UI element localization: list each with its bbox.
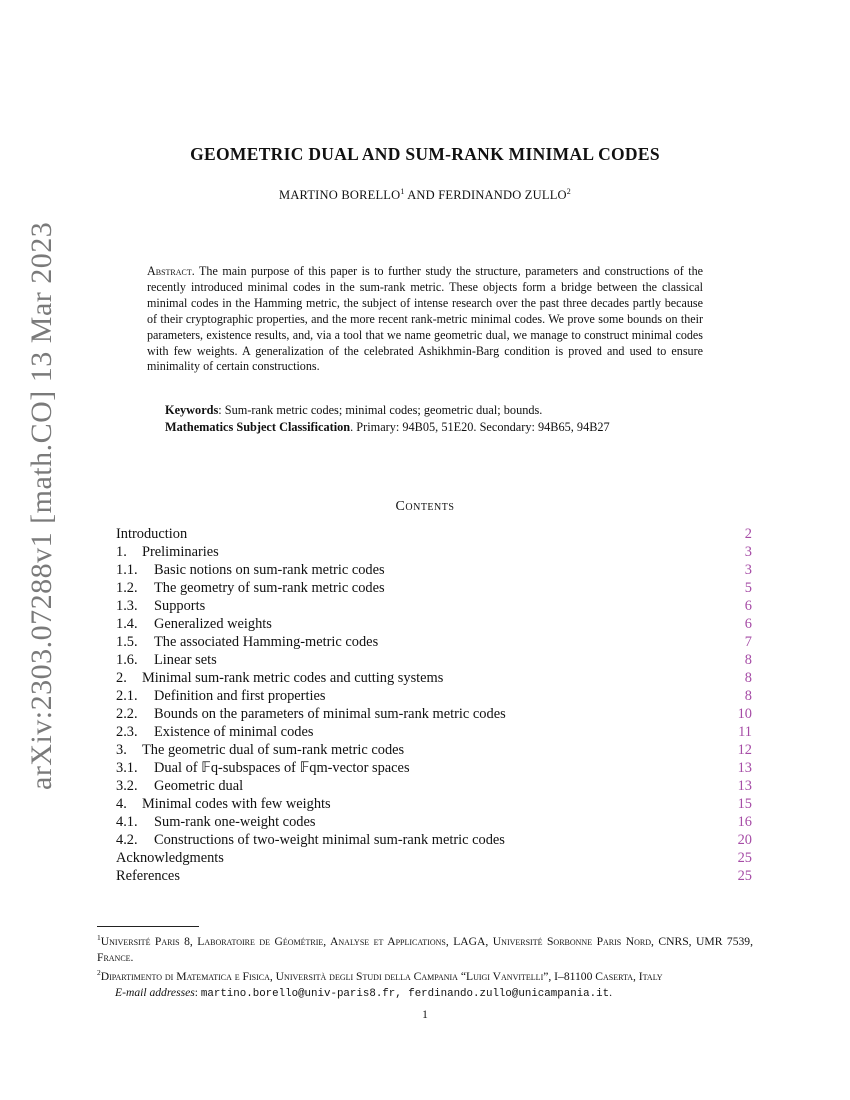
author-affiliation-mark: 2 <box>566 187 571 196</box>
toc-page-link[interactable]: 13 <box>737 778 752 794</box>
email-addresses: martino.borello@univ-paris8.fr, ferdinando.zullo@unicampania.it <box>200 988 610 1001</box>
toc-page-link[interactable]: 6 <box>744 598 752 614</box>
toc-entry[interactable] <box>116 867 752 885</box>
keywords-text: : Sum-rank metric codes; minimal codes; geometric dual; bounds. <box>218 403 543 417</box>
toc-page-link[interactable]: 25 <box>737 850 752 866</box>
toc-entry-title: The geometry of sum-rank metric codes <box>154 580 385 596</box>
author-zullo: FERDINANDO ZULLO <box>438 188 567 203</box>
author-line <box>0 187 850 203</box>
toc-entry-title: The associated Hamming-metric codes <box>154 634 379 650</box>
toc-entry-number: 1.4. <box>116 616 138 632</box>
toc-page-link[interactable]: 5 <box>744 580 752 596</box>
toc-page-link[interactable]: 3 <box>744 562 752 578</box>
toc-entry-number: 3. <box>116 742 127 758</box>
toc-entry[interactable] <box>116 831 752 849</box>
toc-entry[interactable] <box>116 813 752 831</box>
abstract <box>147 264 703 375</box>
arxiv-identifier: arXiv:2303.07288v1 [math.CO] 13 Mar 2023 <box>25 221 58 790</box>
email-line <box>97 985 753 1003</box>
toc-page-link[interactable]: 3 <box>744 544 752 560</box>
contents-heading: Contents <box>395 499 455 514</box>
toc-page-link[interactable]: 2 <box>744 526 752 542</box>
toc-entry[interactable] <box>116 615 752 633</box>
toc-entry-number: 2. <box>116 670 127 686</box>
toc-entry[interactable] <box>116 561 752 579</box>
toc-entry-title: Minimal codes with few weights <box>142 796 331 812</box>
page-number: 1 <box>422 1009 428 1021</box>
toc-entry[interactable] <box>116 543 752 561</box>
toc-entry-title: Minimal sum-rank metric codes and cutting systems <box>142 670 444 686</box>
toc-entry-title: Introduction <box>116 526 188 542</box>
toc-entry-number: 1.3. <box>116 598 138 614</box>
keywords-block <box>165 402 725 435</box>
footnote-2-text: Dipartimento di Matematica e Fisica, Università degli Studi della Campania “Luigi Vanvitelli”, I–81100 Caserta, Italy <box>100 970 663 984</box>
toc-entry-number: 4. <box>116 796 127 812</box>
toc-entry-title: Dual of 𝔽q-subspaces of 𝔽qm-vector spaces <box>154 760 410 776</box>
toc-entry-number: 1.5. <box>116 634 138 650</box>
toc-page-link[interactable]: 8 <box>744 688 752 704</box>
paper-title: GEOMETRIC DUAL AND SUM-RANK MINIMAL CODES <box>190 144 660 164</box>
msc-line <box>165 419 725 436</box>
abstract-text: The main purpose of this paper is to further study the structure, parameters and constructions of the recently introduced minimal codes in the sum-rank metric. These objects form a bridge between the classical minimal codes in the Hamming metric, the subject of intense research over the past three decades partly because of their cryptographic properties, and the more recent rank-metric minimal codes. We prove some bounds on their parameters, existence results, and, via a tool that we name geometric dual, we manage to construct minimal codes with few weights. A generalization of the celebrated Ashikhmin-Barg condition is proved and used to ensure minimality of certain constructions. <box>147 264 703 374</box>
footnote-mark: 1 <box>97 933 101 942</box>
toc-entry-title: Preliminaries <box>142 544 219 560</box>
toc-entry-title: Existence of minimal codes <box>154 724 314 740</box>
toc-entry-title: References <box>116 868 180 884</box>
toc-entry-number: 2.2. <box>116 706 138 722</box>
toc-page-link[interactable]: 13 <box>737 760 752 776</box>
toc-entry[interactable] <box>116 705 752 723</box>
toc-entry[interactable] <box>116 777 752 795</box>
footnotes <box>97 930 753 1003</box>
toc-entry[interactable] <box>116 525 752 543</box>
email-separator: : <box>194 986 201 1000</box>
footnote-2 <box>97 965 753 985</box>
keywords-label: Keywords <box>165 403 219 417</box>
toc-entry-number: 4.2. <box>116 832 138 848</box>
toc-entry-title: Acknowledgments <box>116 850 224 866</box>
toc-entry-number: 1.2. <box>116 580 138 596</box>
abstract-label: Abstract. <box>147 264 195 278</box>
toc-entry[interactable] <box>116 849 752 867</box>
footnote-mark: 2 <box>97 968 101 978</box>
toc-entry[interactable] <box>116 687 752 705</box>
toc-entry-number: 1.1. <box>116 562 138 578</box>
toc-entry-title: Basic notions on sum-rank metric codes <box>154 562 385 578</box>
author-joiner: AND <box>404 188 439 203</box>
toc-entry-number: 4.1. <box>116 814 138 830</box>
toc-entry-number: 1. <box>116 544 127 560</box>
toc-page-link[interactable]: 16 <box>737 814 752 830</box>
toc-entry-title: Definition and first properties <box>154 688 326 704</box>
author-affiliation-mark: 1 <box>400 187 405 196</box>
toc-entry-title: Geometric dual <box>154 778 244 794</box>
email-label: E-mail addresses <box>115 986 195 1000</box>
toc-entry[interactable] <box>116 669 752 687</box>
toc-page-link[interactable]: 12 <box>737 742 752 758</box>
toc-entry-title: Linear sets <box>154 652 217 668</box>
toc-page-link[interactable]: 25 <box>737 868 752 884</box>
toc-entry-title: Generalized weights <box>154 616 272 632</box>
footnote-rule <box>97 926 199 927</box>
table-of-contents <box>116 525 752 885</box>
toc-entry-title: Bounds on the parameters of minimal sum-rank metric codes <box>154 706 506 722</box>
toc-entry[interactable] <box>116 723 752 741</box>
toc-entry[interactable] <box>116 741 752 759</box>
toc-entry[interactable] <box>116 759 752 777</box>
author-borello: MARTINO BORELLO <box>279 188 401 203</box>
toc-page-link[interactable]: 6 <box>744 616 752 632</box>
toc-entry[interactable] <box>116 597 752 615</box>
footnote-1 <box>97 930 753 965</box>
toc-entry-title: Supports <box>154 598 206 614</box>
toc-entry-number: 2.3. <box>116 724 138 740</box>
toc-page-link[interactable]: 8 <box>744 652 752 668</box>
toc-page-link[interactable]: 7 <box>744 634 752 650</box>
toc-entry-number: 1.6. <box>116 652 138 668</box>
toc-entry[interactable] <box>116 795 752 813</box>
toc-entry[interactable] <box>116 651 752 669</box>
msc-label: Mathematics Subject Classification <box>165 419 351 434</box>
toc-page-link[interactable]: 8 <box>744 670 752 686</box>
toc-entry-title: Constructions of two-weight minimal sum-rank metric codes <box>154 832 505 848</box>
toc-entry-number: 2.1. <box>116 688 138 704</box>
msc-text: . Primary: 94B05, 51E20. Secondary: 94B65, 94B27 <box>350 419 610 434</box>
toc-entry-number: 3.2. <box>116 778 138 794</box>
footnote-1-text: Université Paris 8, Laboratoire de Géométrie, Analyse et Applications, LAGA, Université Sorbonne Paris Nord, CNRS, UMR 7539, France. <box>97 934 753 964</box>
toc-entry-title: Sum-rank one-weight codes <box>154 814 316 830</box>
toc-entry-number: 3.1. <box>116 760 138 776</box>
toc-entry[interactable] <box>116 633 752 651</box>
email-end: . <box>609 986 612 1000</box>
toc-page-link[interactable]: 11 <box>738 724 752 740</box>
toc-entry[interactable] <box>116 579 752 597</box>
toc-page-link[interactable]: 15 <box>737 796 752 812</box>
keywords-line <box>165 402 725 419</box>
toc-entry-title: The geometric dual of sum-rank metric codes <box>142 742 405 758</box>
toc-page-link[interactable]: 10 <box>737 706 752 722</box>
toc-page-link[interactable]: 20 <box>737 832 752 848</box>
